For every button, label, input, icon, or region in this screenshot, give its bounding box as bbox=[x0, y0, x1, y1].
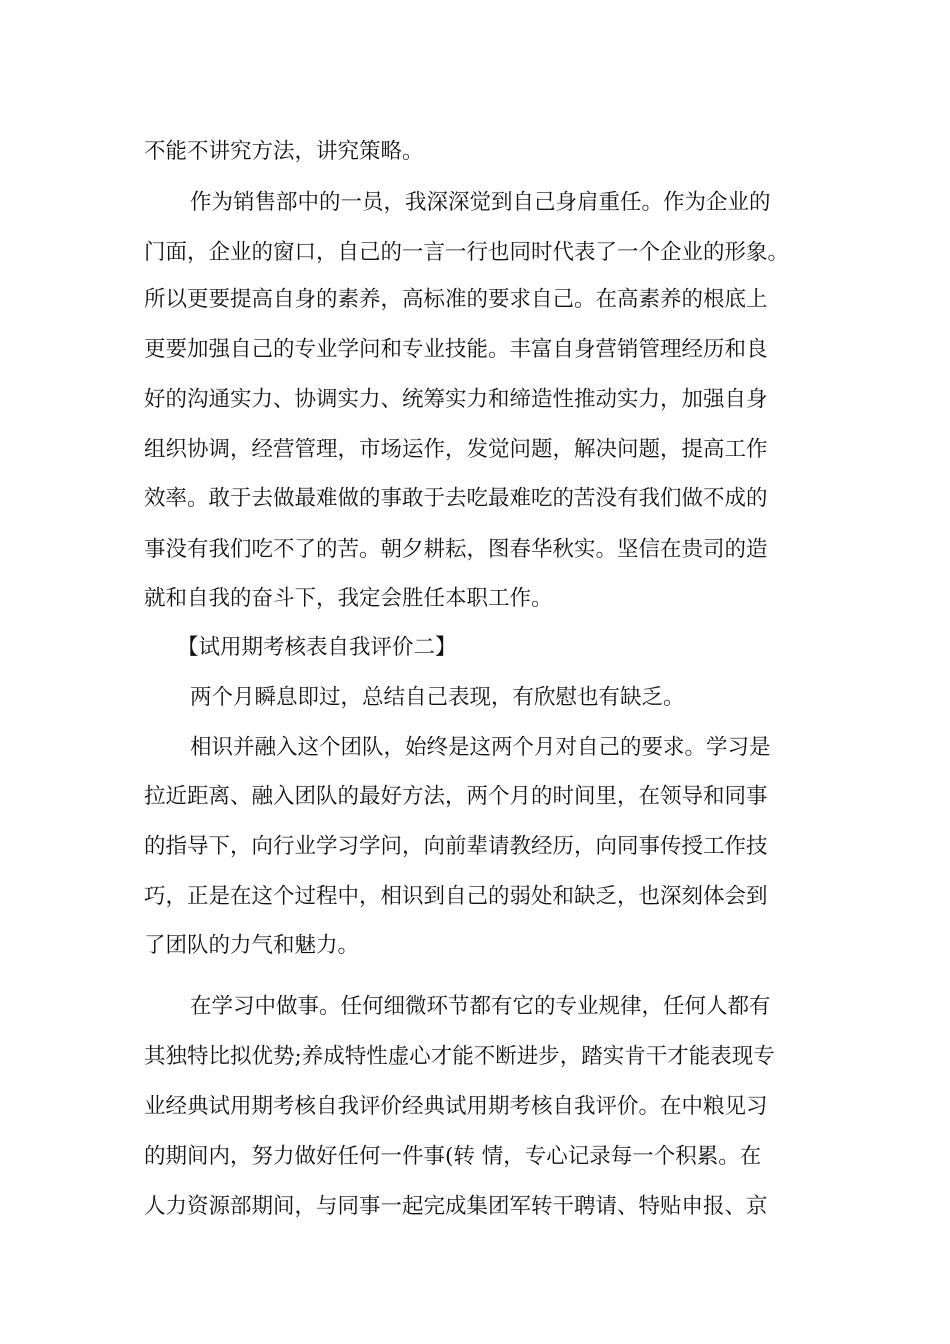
text-line: 拉近距离、融入团队的最好方法，两个月的时间里，在领导和同事 bbox=[144, 784, 768, 809]
paragraph-start-line: 在学习中做事。任何细微环节都有它的专业规律，任何人都有 bbox=[190, 994, 771, 1019]
text-line: 门面，企业的窗口，自己的一言一行也同时代表了一个企业的形象。 bbox=[144, 240, 790, 265]
text-line: 的期间内，努力做好任何一件事(转 情，专心记录每一个积累。在 bbox=[144, 1144, 762, 1169]
paragraph-start-line: 作为销售部中的一员，我深深觉到自己身肩重任。作为企业的 bbox=[190, 190, 771, 215]
text-line: 的指导下，向行业学习学问，向前辈请教经历，向同事传授工作技 bbox=[144, 834, 768, 859]
text-line: 好的沟通实力、协调实力、统筹实力和缔造性推动实力，加强自身 bbox=[144, 387, 768, 412]
text-line: 了团队的力气和魅力。 bbox=[144, 933, 360, 958]
text-line: 巧，正是在这个过程中，相识到自己的弱处和缺乏，也深刻体会到 bbox=[144, 884, 768, 909]
text-line: 不能不讲究方法，讲究策略。 bbox=[144, 139, 424, 164]
text-line: 更要加强自己的专业学问和专业技能。丰富自身营销管理经历和良 bbox=[144, 337, 768, 362]
text-line: 其独特比拟优势;养成特性虚心才能不断进步，踏实肯干才能表现专 bbox=[144, 1044, 775, 1069]
text-line: 业经典试用期考核自我评价经典试用期考核自我评价。在中粮见习 bbox=[144, 1094, 768, 1119]
paragraph-start-line: 两个月瞬息即过，总结自己表现，有欣慰也有缺乏。 bbox=[190, 685, 685, 710]
paragraph-start-line: 相识并融入这个团队，始终是这两个月对自己的要求。学习是 bbox=[190, 735, 771, 760]
text-line: 事没有我们吃不了的苦。朝夕耕耘，图春华秋实。坚信在贵司的造 bbox=[144, 537, 768, 562]
text-line: 组织协调，经营管理，市场运作，发觉问题，解决问题，提高工作 bbox=[144, 437, 768, 462]
text-line: 人力资源部期间，与同事一起完成集团军转干聘请、特贴申报、京 bbox=[144, 1194, 768, 1219]
text-line: 所以更要提高自身的素养，高标准的要求自己。在高素养的根底上 bbox=[144, 287, 768, 312]
text-line: 效率。敢于去做最难做的事敢于去吃最难吃的苦没有我们做不成的 bbox=[144, 486, 768, 511]
section-heading: 【试用期考核表自我评价二】 bbox=[177, 635, 457, 660]
text-line: 就和自我的奋斗下，我定会胜任本职工作。 bbox=[144, 586, 553, 611]
